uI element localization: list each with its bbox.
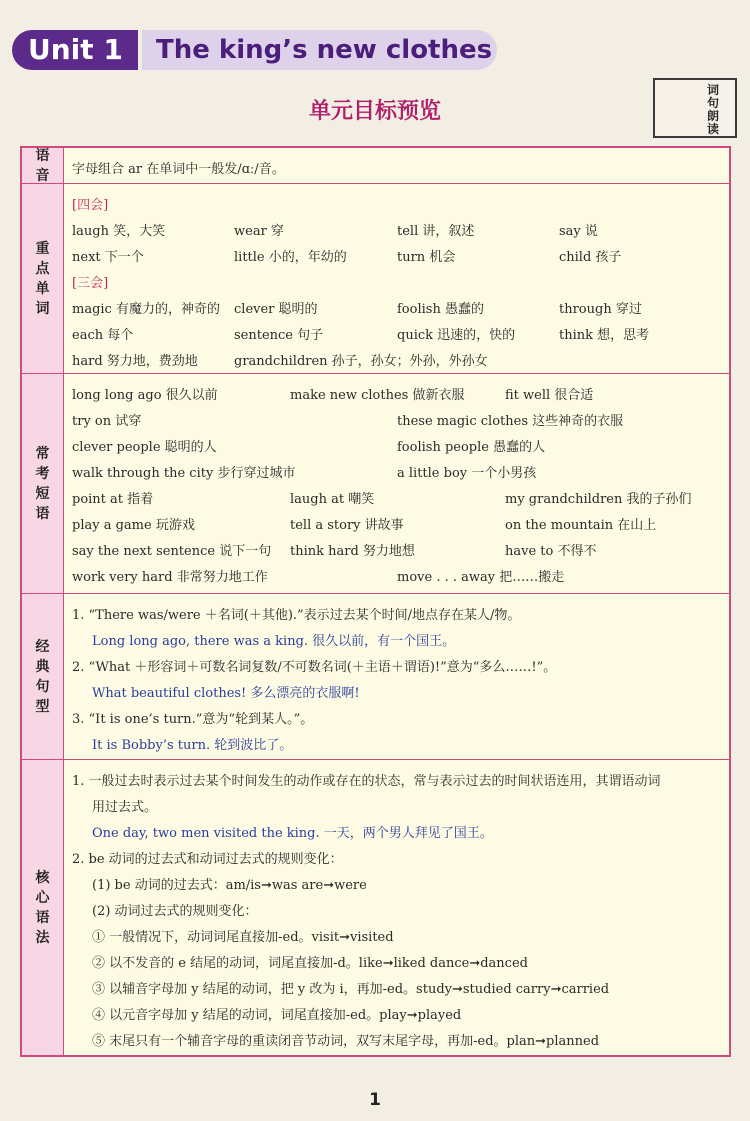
grammar-rule: ④ 以元音字母加 y 结尾的动词，词尾直接加-ed。play➞played bbox=[92, 1008, 462, 1023]
word-item: laugh 笑，大笑 bbox=[72, 224, 166, 239]
word-item: think 想，思考 bbox=[559, 328, 650, 343]
word-item: wear 穿 bbox=[234, 224, 284, 239]
grammar-rule: ② 以不发音的 e 结尾的动词，词尾直接加-d。like➞liked dance➞danced bbox=[92, 956, 528, 971]
page-number: 1 bbox=[369, 1090, 381, 1110]
pronunciation-text: 字母组合 ar 在单词中一般发/ɑː/音。 bbox=[72, 162, 285, 177]
word-item: tell 讲，叙述 bbox=[397, 224, 475, 239]
vocab-row bbox=[22, 184, 729, 374]
grammar-point-cont: 用过去式。 bbox=[92, 800, 158, 815]
word-item: clever 聪明的 bbox=[234, 302, 318, 317]
phrases-label: 常考短语 bbox=[22, 374, 64, 593]
phrase-item: walk through the city 步行穿过城市 bbox=[72, 466, 296, 481]
word-item: through 穿过 bbox=[559, 302, 642, 317]
phrase-item: say the next sentence 说下一句 bbox=[72, 544, 272, 559]
phrase-item: foolish people 愚蠢的人 bbox=[397, 440, 546, 455]
level4-tag: [四会] bbox=[72, 198, 109, 213]
phrase-item: think hard 努力地想 bbox=[290, 544, 415, 559]
phrase-item: my grandchildren 我的子孙们 bbox=[505, 492, 692, 507]
phrase-item: point at 指着 bbox=[72, 492, 154, 507]
phrase-item: a little boy 一个小男孩 bbox=[397, 466, 537, 481]
pronunciation-label: 语音 bbox=[22, 148, 64, 183]
grammar-label: 核心语法 bbox=[22, 760, 64, 1055]
sentence-example: It is Bobby’s turn. 轮到波比了。 bbox=[92, 738, 293, 753]
grammar-point: 1. 一般过去时表示过去某个时间发生的动作或存在的状态，常与表示过去的时间状语连用，其谓语动词 bbox=[72, 774, 661, 789]
phrase-item: move . . . away 把……搬走 bbox=[397, 570, 565, 585]
phrase-item: work very hard 非常努力地工作 bbox=[72, 570, 268, 585]
word-item: little 小的，年幼的 bbox=[234, 250, 347, 265]
word-item: quick 迅速的，快的 bbox=[397, 328, 516, 343]
sentences-row bbox=[22, 594, 729, 760]
word-item: foolish 愚蠢的 bbox=[397, 302, 484, 317]
word-item: child 孩子 bbox=[559, 250, 622, 265]
vocab-label: 重点单词 bbox=[22, 184, 64, 373]
sentence-pattern: 3. “It is one’s turn.”意为“轮到某人。”。 bbox=[72, 712, 314, 727]
grammar-subpoint: (1) be 动词的过去式：am/is➞was are➞were bbox=[92, 878, 367, 893]
word-item: each 每个 bbox=[72, 328, 134, 343]
phrase-item: try on 试穿 bbox=[72, 414, 142, 429]
phrase-item: tell a story 讲故事 bbox=[290, 518, 404, 533]
phrase-item: make new clothes 做新衣服 bbox=[290, 388, 465, 403]
word-item: turn 机会 bbox=[397, 250, 456, 265]
sentences-label: 经典句型 bbox=[22, 594, 64, 759]
sentence-example: Long long ago, there was a king. 很久以前，有一个国王。 bbox=[92, 634, 456, 649]
phrase-item: play a game 玩游戏 bbox=[72, 518, 195, 533]
grammar-rule: ③ 以辅音字母加 y 结尾的动词，把 y 改为 i，再加-ed。study➞studied carry➞carried bbox=[92, 982, 610, 997]
grammar-rule: ① 一般情况下，动词词尾直接加-ed。visit➞visited bbox=[92, 930, 394, 945]
phrase-item: laugh at 嘲笑 bbox=[290, 492, 375, 507]
grammar-rule: ⑤ 末尾只有一个辅音字母的重读闭音节动词，双写末尾字母，再加-ed。plan➞planned bbox=[92, 1034, 600, 1049]
pronunciation-row bbox=[22, 148, 729, 184]
level3-tag: [三会] bbox=[72, 276, 109, 291]
word-item: magic 有魔力的，神奇的 bbox=[72, 302, 220, 317]
unit-title: The king’s new clothes bbox=[142, 30, 497, 70]
phrase-item: clever people 聪明的人 bbox=[72, 440, 217, 455]
phrase-item: these magic clothes 这些神奇的衣服 bbox=[397, 414, 624, 429]
sentence-example: What beautiful clothes! 多么漂亮的衣服啊! bbox=[92, 686, 360, 701]
unit-tag: Unit 1 bbox=[12, 30, 138, 70]
unit-overview-table bbox=[20, 146, 731, 1057]
page-heading: 单元目标预览 bbox=[308, 99, 441, 124]
phrase-item: long long ago 很久以前 bbox=[72, 388, 218, 403]
sentence-pattern: 2. “What ＋形容词＋可数名词复数/不可数名词(＋主语＋谓语)!”意为“多么……!”。 bbox=[72, 660, 557, 675]
grammar-point: 2. be 动词的过去式和动词过去式的规则变化： bbox=[72, 852, 343, 867]
word-item: grandchildren 孙子，孙女；外孙，外孙女 bbox=[234, 354, 488, 369]
read-aloud-label: 词句朗读 bbox=[707, 83, 720, 136]
phrases-row bbox=[22, 374, 729, 594]
grammar-subpoint: (2) 动词过去式的规则变化： bbox=[92, 904, 258, 919]
word-item: hard 努力地，费劲地 bbox=[72, 354, 198, 369]
word-item: say 说 bbox=[559, 224, 598, 239]
word-item: next 下一个 bbox=[72, 250, 144, 265]
phrase-item: on the mountain 在山上 bbox=[505, 518, 657, 533]
grammar-row bbox=[22, 760, 729, 1055]
phrase-item: have to 不得不 bbox=[505, 544, 597, 559]
sentence-pattern: 1. “There was/were ＋名词(＋其他).”表示过去某个时间/地点存在某人/物。 bbox=[72, 608, 521, 623]
grammar-example: One day, two men visited the king. 一天，两个男人拜见了国王。 bbox=[92, 826, 493, 841]
word-item: sentence 句子 bbox=[234, 328, 324, 343]
phrase-item: fit well 很合适 bbox=[505, 388, 594, 403]
